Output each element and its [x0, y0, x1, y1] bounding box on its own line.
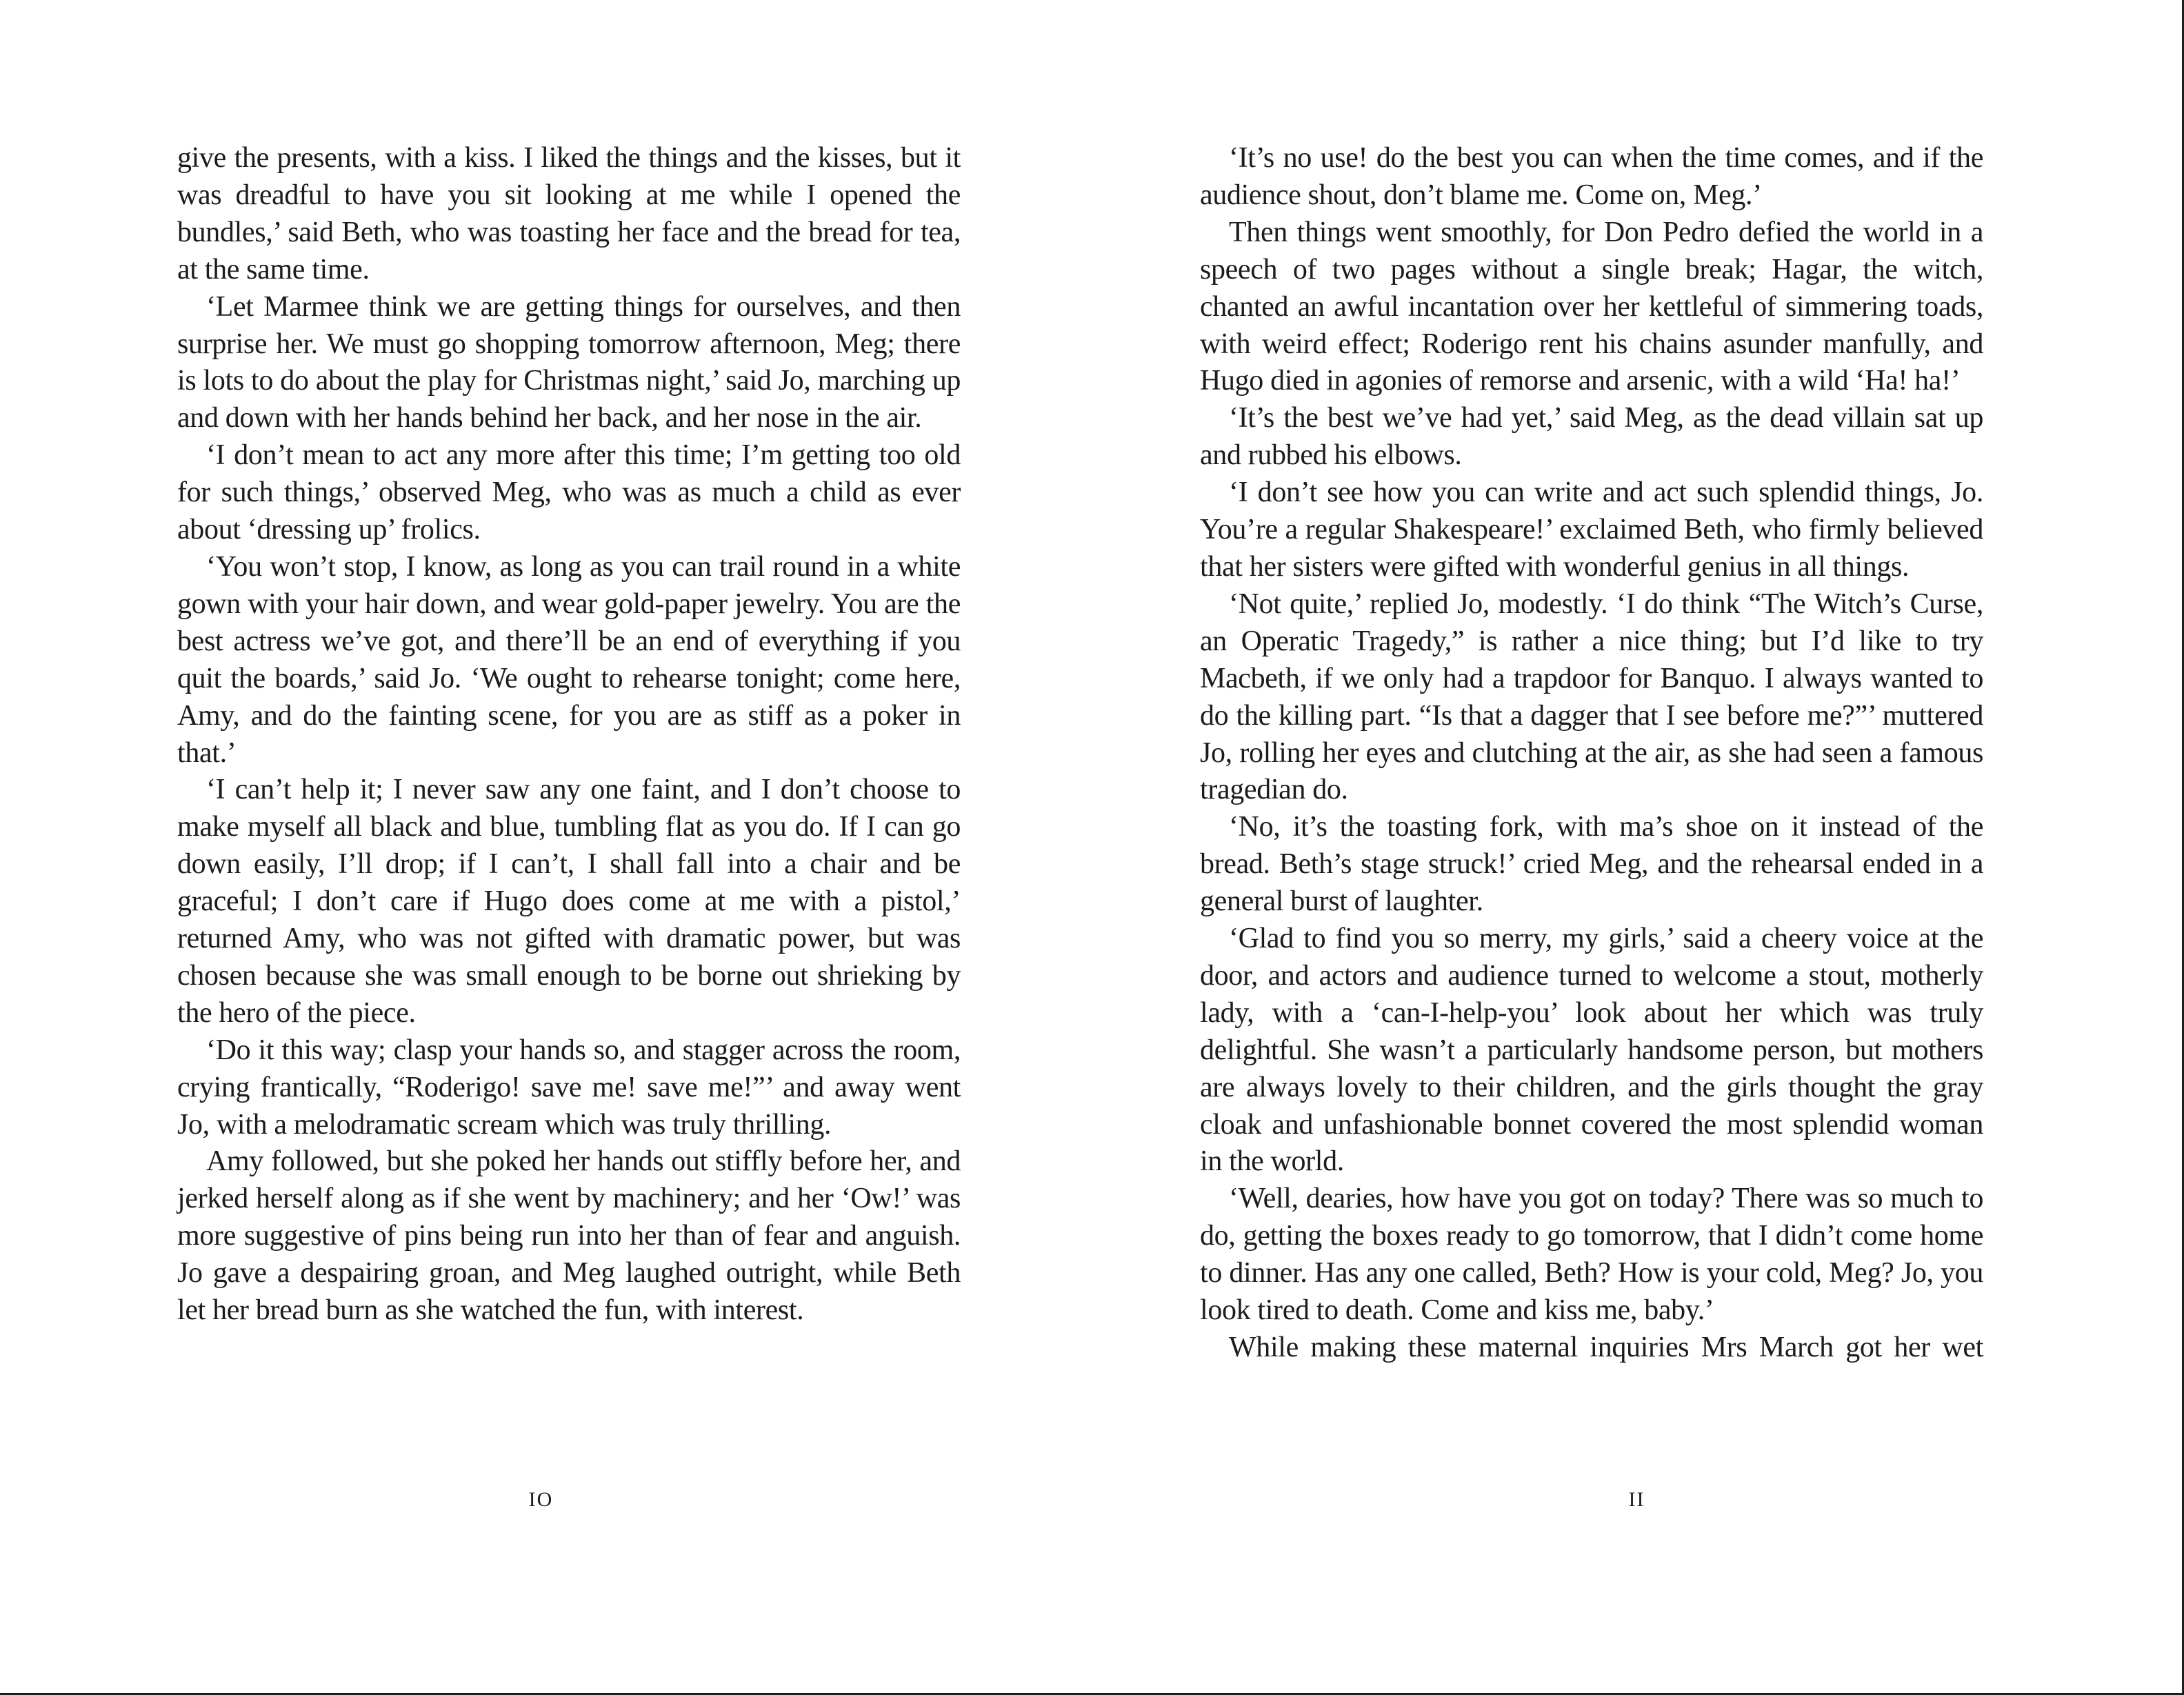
paragraph: ‘I don’t mean to act any more after this time; I’m getting too old for such things,’ observed Meg, who was as much a child as ever about ‘dressing up’ frolics. [177, 439, 961, 546]
right-page [1092, 0, 2182, 1693]
paragraph: give the presents, with a kiss. I liked the things and the kisses, but it was dreadful to have you sit looking at me while I opened the bundles,’ said Beth, who was toasting her face and the bread for tea, at the same time. [177, 142, 961, 285]
paragraph: ‘It’s the best we’ve had yet,’ said Meg, as the dead villain sat up and rubbed his elbows. [1200, 402, 1983, 472]
paragraph: ‘It’s no use! do the best you can when the time comes, and if the audience shout, don’t blame me. Come on, Meg.’ [1200, 142, 1983, 211]
page-number: IO [528, 1488, 554, 1511]
paragraph: ‘You won’t stop, I know, as long as you can trail round in a white gown with your hair down, and wear gold-paper jewelry. You are the best actress we’ve got, and there’ll be an end of everything if you quit the boards,’ said Jo. ‘We ought to rehearse tonight; come here, Amy, and do the fainting scene, for you are as stiff as a poker in that.’ [177, 550, 961, 769]
paragraph: ‘Not quite,’ replied Jo, modestly. ‘I do think “The Witch’s Curse, an Operatic Tragedy,” is rather a nice thing; but I’d like to try Macbeth, if we only had a trapdoor for Banquo. I always wanted to do the killing part. “Is that a dagger that I see before me?”’ muttered Jo, rolling her eyes and clutching at the air, as she had seen a famous tragedian do. [1200, 588, 1983, 806]
paragraph: ‘I can’t help it; I never saw any one faint, and I don’t choose to make myself all black and blue, tumbling flat as you do. If I can go down easily, I’ll drop; if I can’t, I shall fall into a chair and be graceful; I don’t care if Hugo does come at me with a pistol,’ returned Amy, who was not gifted with dramatic power, but was chosen because she was small enough to be borne out shrieking by the hero of the piece. [177, 774, 961, 1029]
paragraph-continued: While making these maternal inquiries Mrs March got her wet [1229, 1332, 1983, 1363]
page-number: II [1628, 1488, 1645, 1511]
paragraph: ‘Glad to find you so merry, my girls,’ said a cheery voice at the door, and actors and audience turned to welcome a stout, motherly lady, with a ‘can-I-help-you’ look about her which was truly delightful. She wasn’t a particularly handsome person, but mothers are always lovely to their children, and the girls thought the gray cloak and unfashionable bonnet covered the most splendid woman in the world. [1200, 923, 1983, 1178]
paragraph: Then things went smoothly, for Don Pedro defied the world in a speech of two pages without a single break; Hagar, the witch, chanted an awful incantation over her kettleful of simmering toads, with weird effect; Roderigo rent his chains asunder manfully, and Hugo died in agonies of remorse and arsenic, with a wild ‘Ha! ha!’ [1200, 216, 1983, 397]
left-page-body [177, 140, 961, 1330]
paragraph: ‘Let Marmee think we are getting things for ourselves, and then surprise her. We must go shopping tomorrow afternoon, Meg; there is lots to do about the play for Christmas night,’ said Jo, marching up and down with her hands behind her back, and her nose in the air. [177, 290, 961, 434]
paragraph: ‘Do it this way; clasp your hands so, and stagger across the room, crying frantically, “Roderigo! save me! save me!”’ and away went Jo, with a melodramatic scream which was truly thrilling. [177, 1034, 961, 1141]
paragraph: ‘No, it’s the toasting fork, with ma’s shoe on it instead of the bread. Beth’s stage struck!’ cried Meg, and the rehearsal ended in a general burst of laughter. [1200, 811, 1983, 918]
paragraph: ‘Well, dearies, how have you got on today? There was so much to do, getting the boxes ready to go tomorrow, that I didn’t come home to dinner. Has any one called, Beth? How is your cold, Meg? Jo, you look tired to death. Come and kiss me, baby.’ [1200, 1183, 1983, 1327]
left-page [0, 0, 1092, 1693]
paragraph: Amy followed, but she poked her hands out stiffly before her, and jerked herself along as if she went by machinery; and her ‘Ow!’ was more suggestive of pins being run into her than of fear and anguish. Jo gave a despairing groan, and Meg laughed outright, while Beth let her bread burn as she watched the fun, with interest. [177, 1145, 961, 1327]
right-page-body [1200, 140, 1983, 1367]
paragraph: ‘I don’t see how you can write and act such splendid things, Jo. You’re a regular Shakespeare!’ exclaimed Beth, who firmly believed that her sisters were gifted with wonderful genius in all things. [1200, 477, 1983, 583]
